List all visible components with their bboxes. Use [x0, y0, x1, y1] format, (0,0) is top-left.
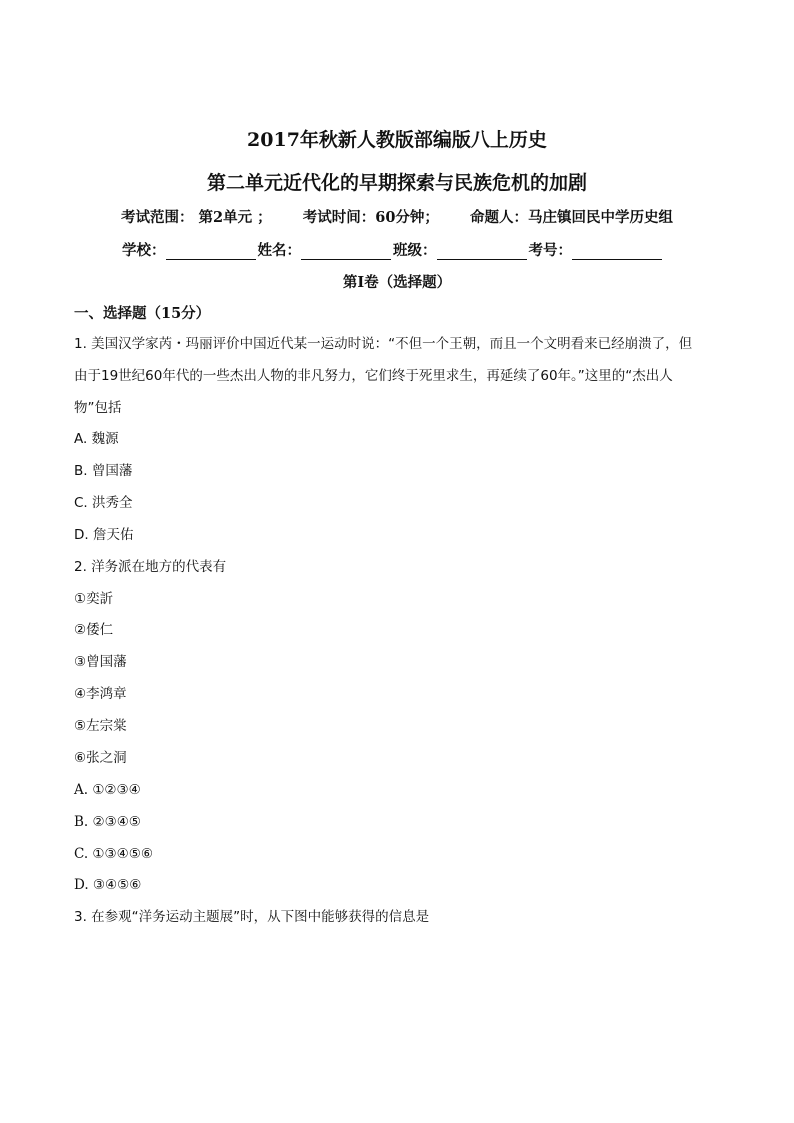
q2-item-1: ①奕訢 — [74, 591, 114, 607]
class-blank[interactable] — [437, 243, 527, 260]
exam-time: 考试时间：60分钟； — [302, 209, 439, 226]
exam-scope: 考试范围： 第2单元 ； — [121, 209, 272, 226]
exam-subtitle: 第二单元近代化的早期探索与民族危机的加剧 — [206, 172, 587, 194]
name-label: 姓名： — [257, 242, 301, 259]
q1-option-d: D. 詹天佑 — [74, 527, 134, 543]
q2-item-5: ⑤左宗棠 — [74, 718, 127, 734]
q2-stem: 2. 洋务派在地方的代表有 — [74, 559, 227, 575]
q2-option-d: D. ③④⑤⑥ — [74, 877, 142, 893]
exam-author: 命题人：马庄镇回民中学历史组 — [470, 209, 673, 226]
q1-option-b: B. 曾国藩 — [74, 463, 133, 479]
q2-option-a: A. ①②③④ — [74, 782, 141, 798]
q2-item-6: ⑥张之洞 — [74, 750, 127, 766]
q1-line-2: 由于19世纪60年代的一些杰出人物的非凡努力，它们终于死里求生，再延续了60年。”这里的“杰出人 — [74, 368, 673, 384]
q2-option-c: C. ①③④⑤⑥ — [74, 846, 153, 862]
volume-title: 第I卷（选择题） — [342, 274, 452, 291]
q1-option-a: A. 魏源 — [74, 431, 119, 447]
q2-option-b: B. ②③④⑤ — [74, 814, 141, 830]
number-blank[interactable] — [572, 243, 662, 260]
exam-title: 2017年秋新人教版部编版八上历史 — [247, 129, 547, 151]
school-label: 学校： — [122, 242, 166, 259]
student-fields — [122, 239, 664, 260]
number-label: 考号： — [528, 242, 572, 259]
section-title: 一、选择题（15分） — [74, 305, 211, 322]
q1-option-c: C. 洪秀全 — [74, 495, 133, 511]
name-blank[interactable] — [301, 243, 391, 260]
q3-stem: 3. 在参观“洋务运动主题展”时，从下图中能够获得的信息是 — [74, 909, 430, 925]
school-blank[interactable] — [166, 243, 256, 260]
q1-line-3: 物”包括 — [74, 400, 122, 416]
q2-item-2: ②倭仁 — [74, 622, 114, 638]
exam-info — [0, 206, 794, 227]
q1-line-1: 1. 美国汉学家芮・玛丽评价中国近代某一运动时说：“不但一个王朝，而且一个文明看来已经崩溃了，但 — [74, 336, 693, 352]
class-label: 班级： — [393, 242, 437, 259]
q2-item-3: ③曾国藩 — [74, 654, 127, 670]
q2-item-4: ④李鸿章 — [74, 686, 127, 702]
